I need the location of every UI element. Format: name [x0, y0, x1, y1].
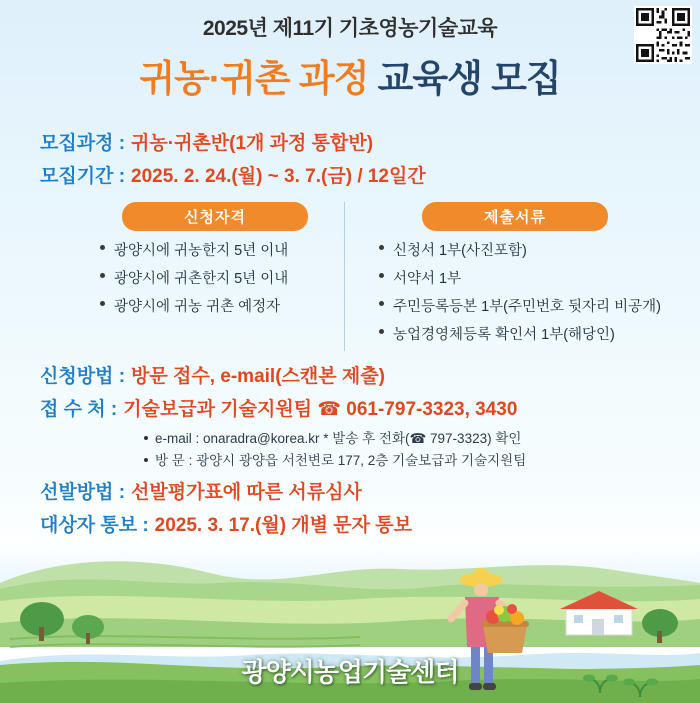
list-item: 서약서 1부 — [379, 267, 665, 288]
documents-heading: 제출서류 — [422, 202, 608, 231]
list-item: 농업경영체등록 확인서 1부(해당인) — [379, 323, 665, 344]
page-title — [0, 48, 700, 102]
field-period-label: 모집기간 : — [40, 166, 126, 187]
title-orange-part: 귀농·귀촌 과정 — [139, 58, 369, 99]
poster-subtitle: 2025년 제11기 기초영농기술교육 — [202, 17, 498, 40]
field-selection-method-label: 선발방법 : — [40, 482, 126, 503]
list-item: 광양시에 귀촌한지 5년 이내 — [100, 267, 344, 288]
field-period — [40, 161, 670, 188]
title-dark-part: 교육생 모집 — [377, 58, 561, 99]
eligibility-heading: 신청자격 — [122, 202, 308, 231]
list-item: 광양시에 귀농 귀촌 예정자 — [100, 295, 344, 316]
field-apply-method-label: 신청방법 : — [40, 366, 126, 387]
field-selection-method-value: 선발평가표에 따른 서류심사 — [131, 482, 362, 503]
organization-name: 광양시농업기술센터 — [241, 657, 459, 687]
field-selection-method — [40, 477, 670, 504]
field-notification-value: 2025. 3. 17.(월) 개별 문자 통보 — [154, 515, 412, 536]
documents-list — [365, 239, 665, 344]
field-period-value: 2025. 2. 24.(월) ~ 3. 7.(금) / 12일간 — [131, 166, 426, 187]
list-item: 주민등록등본 1부(주민번호 뒷자리 비공개) — [379, 295, 665, 316]
eligibility-column — [86, 202, 344, 351]
documents-column — [365, 202, 665, 351]
field-apply-method — [40, 361, 670, 388]
requirements-columns — [40, 202, 670, 351]
eligibility-list — [86, 239, 344, 316]
field-contact-value: 기술보급과 기술지원팀 ☎ 061-797-3323, 3430 — [123, 399, 518, 420]
list-item: 신청서 1부(사진포함) — [379, 239, 665, 260]
poster-body — [40, 128, 670, 609]
field-apply-method-value: 방문 접수, e-mail(스캔본 제출) — [131, 366, 385, 387]
list-item: 광양시에 귀농한지 5년 이내 — [100, 239, 344, 260]
field-course — [40, 128, 670, 155]
contact-email-line: e-mail : onaradra@korea.kr * 발송 후 전화(☎ 797-3323) 확인 — [144, 427, 670, 447]
contact-visit-line: 방 문 : 광양시 광양읍 서천변로 177, 2층 기술보급과 기술지원팀 — [144, 449, 670, 469]
field-notification-label: 대상자 통보 : — [40, 515, 149, 536]
field-course-label: 모집과정 : — [40, 133, 126, 154]
column-divider — [344, 202, 345, 351]
field-contact — [40, 394, 670, 421]
field-contact-label: 접 수 처 : — [40, 399, 118, 420]
field-course-value: 귀농·귀촌반(1개 과정 통합반) — [131, 133, 374, 154]
field-notification — [40, 510, 670, 537]
